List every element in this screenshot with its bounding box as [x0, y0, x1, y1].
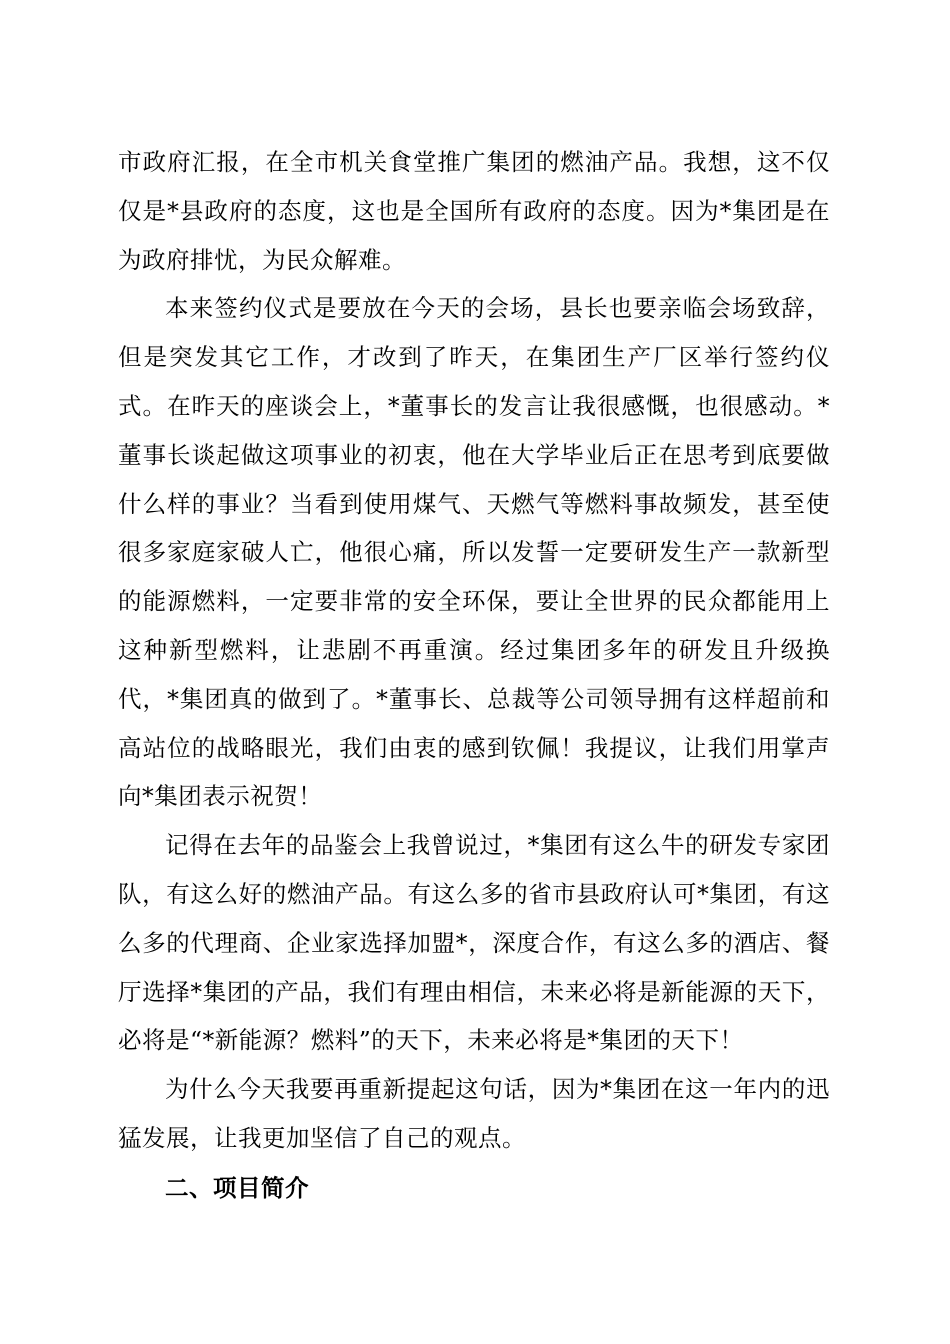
paragraph-signing-ceremony: 本来签约仪式是要放在今天的会场，县长也要亲临会场致辞，但是突发其它工作，才改到了昨天，在集团生产厂区举行签约仪式。在昨天的座谈会上，*董事长的发言让我很感慨，也很感动。*董事长谈起做这项事业的初衷，他在大学毕业后正在思考到底要做什么样的事业？当看到使用煤气、天燃气等燃料事故频发，甚至使很多家庭家破人亡，他很心痛，所以发誓一定要研发生产一款新型的能源燃料，一定要非常的安全环保，要让全世界的民众都能用上这种新型燃料，让悲剧不再重演。经过集团多年的研发且升级换代，*集团真的做到了。*董事长、总裁等公司领导拥有这样超前和高站位的战略眼光，我们由衷的感到钦佩！我提议，让我们用掌声向*集团表示祝贺！ — [118, 294, 830, 811]
paragraph-development: 为什么今天我要再重新提起这句话，因为*集团在这一年内的迅猛发展，让我更加坚信了自己的观点。 — [118, 1075, 830, 1152]
paragraph-continuation: 市政府汇报，在全市机关食堂推广集团的燃油产品。我想，这不仅仅是*县政府的态度，这也是全国所有政府的态度。因为*集团是在为政府排忧，为民众解难。 — [118, 148, 830, 274]
paragraph-tasting-event: 记得在去年的品鉴会上我曾说过，*集团有这么牛的研发专家团队，有这么好的燃油产品。有这么多的省市县政府认可*集团，有这么多的代理商、企业家选择加盟*，深度合作，有这么多的酒店、餐厅选择*集团的产品，我们有理由相信，未来必将是新能源的天下，必将是“*新能源？燃料”的天下，未来必将是*集团的天下！ — [118, 831, 830, 1055]
document-page — [118, 138, 830, 1213]
section-heading-project-intro: 二、项目简介 — [165, 1173, 309, 1202]
